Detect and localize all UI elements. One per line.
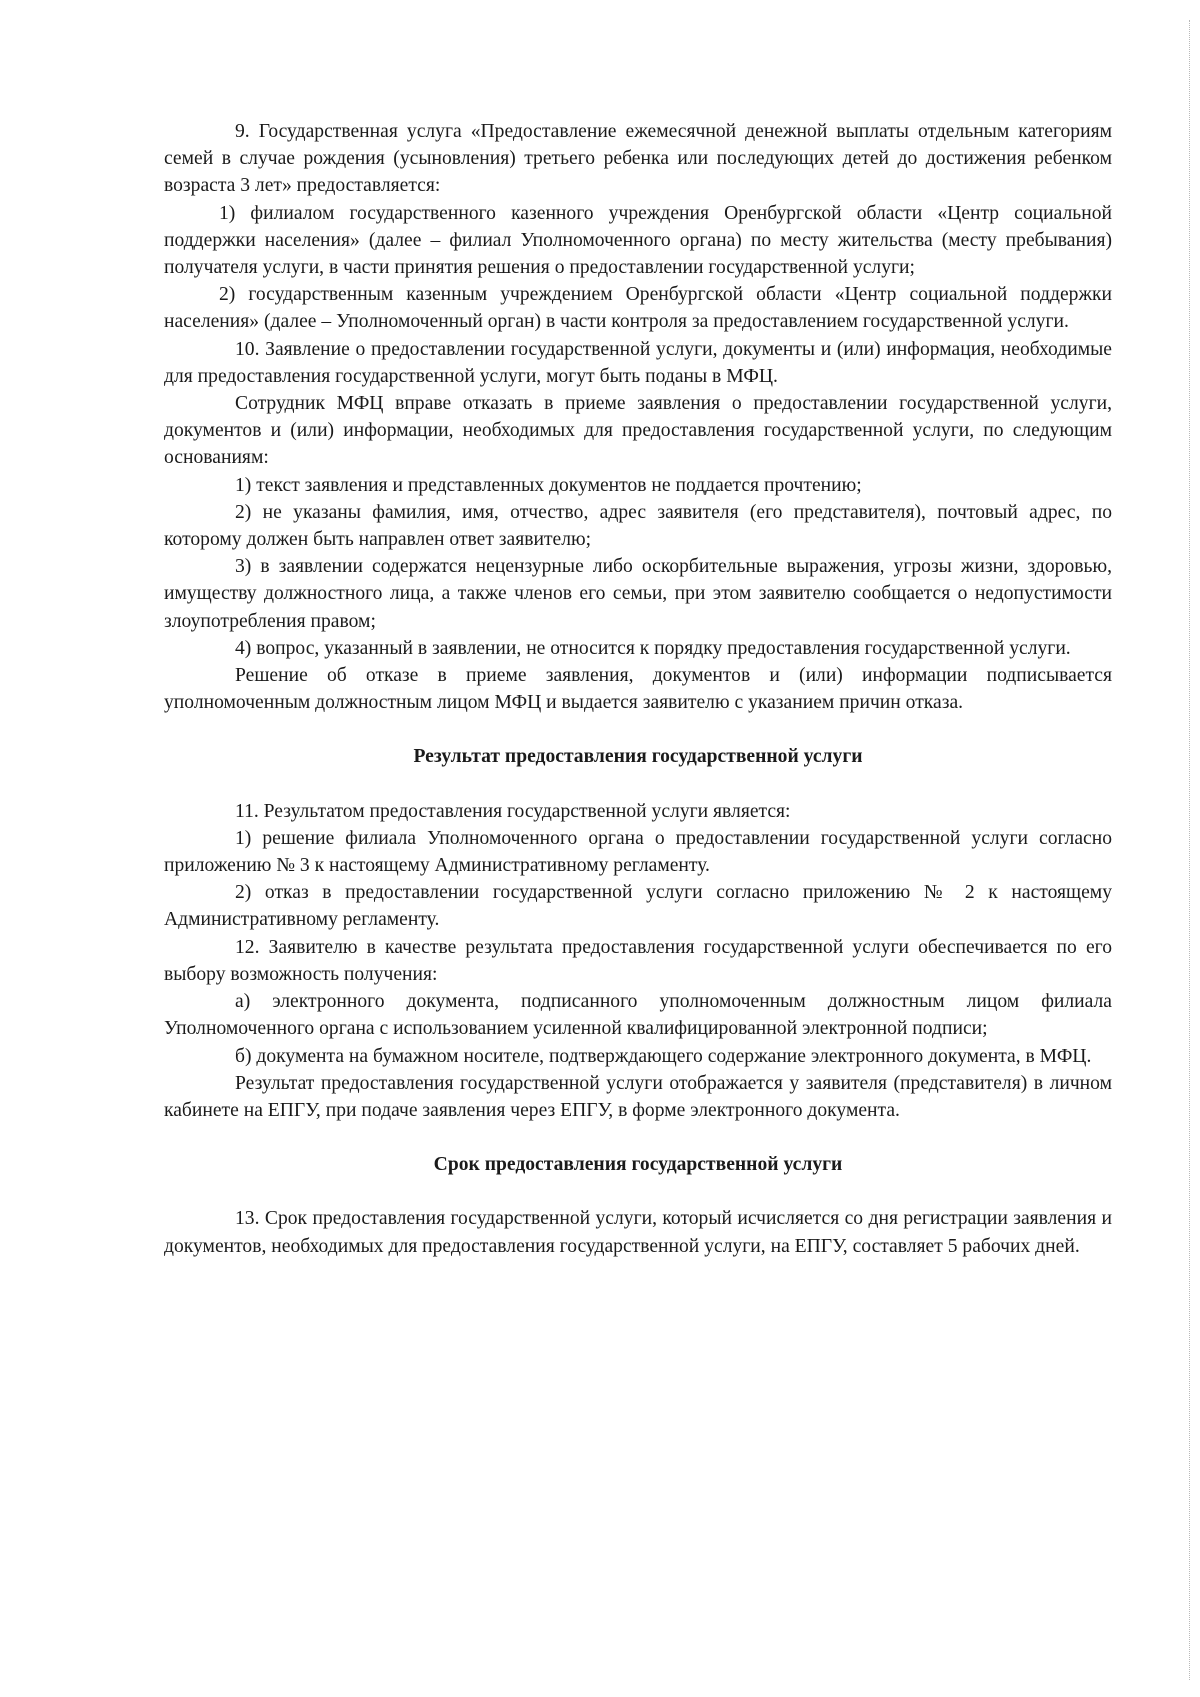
refusal-ground-3: 3) в заявлении содержатся нецензурные либо оскорбительные выражения, угрозы жизни, здоровью, имуществу должностного лица, а также членов его семьи, при этом заявителю сообщается о недопустимости злоупотребления правом;	[164, 556, 1112, 632]
paragraph-10: 10. Заявление о предоставлении государственной услуги, документы и (или) информация, необходимые для предоставления государственной услуги, могут быть поданы в МФЦ.	[164, 338, 1112, 387]
paragraph-9: 9. Государственная услуга «Предоставление ежемесячной денежной выплаты отдельным категориям семей в случае рождения (усыновления) третьего ребенка или последующих детей до достижения ребенком возраста 3 лет» предоставляется:	[164, 121, 1112, 197]
section-heading-term: Срок предоставления государственной услуги	[433, 1154, 843, 1176]
refusal-ground-1: 1) текст заявления и представленных документов не поддается прочтению;	[235, 474, 862, 496]
paragraph-13: 13. Срок предоставления государственной услуги, который исчисляется со дня регистрации заявления и документов, необходимых для предоставления государственной услуги, на ЕПГУ, составляет 5 рабочих дней.	[164, 1208, 1112, 1257]
paragraph-11: 11. Результатом предоставления государственной услуги является:	[235, 800, 791, 822]
paragraph-refusal-decision: Решение об отказе в приеме заявления, документов и (или) информации подписывается уполномоченным должностным лицом МФЦ и выдается заявителю с указанием причин отказа.	[164, 665, 1112, 714]
paragraph-11-item-1: 1) решение филиала Уполномоченного органа о предоставлении государственной услуги согласно приложению № 3 к настоящему Административному регламенту.	[164, 827, 1112, 877]
refusal-ground-2: 2) не указаны фамилия, имя, отчество, адрес заявителя (его представителя), почтовый адрес, по которому должен быть направлен ответ заявителю;	[164, 501, 1112, 551]
paragraph-result-display: Результат предоставления государственной услуги отображается у заявителя (представителя) в личном кабинете на ЕПГУ, при подаче заявления через ЕПГУ, в форме электронного документа.	[164, 1072, 1112, 1121]
paragraph-12-item-a: а) электронного документа, подписанного уполномоченным должностным лицом филиала Уполномоченного органа с использованием усиленной квалифицированной электронной подписи;	[164, 991, 1112, 1040]
paragraph-refusal-grounds: Сотрудник МФЦ вправе отказать в приеме заявления о предоставлении государственной услуги, документов и (или) информации, необходимых для предоставления государственной услуги, по следующим основаниям:	[164, 393, 1112, 469]
paragraph-9-item-1: 1) филиалом государственного казенного учреждения Оренбургской области «Центр социальной поддержки населения» (далее – филиал Уполномоченного органа) по месту жительства (месту пребывания) получателя услуги, в части принятия решения о предоставлении государственной услуги;	[164, 202, 1112, 279]
section-heading-result: Результат предоставления государственной услуги	[413, 746, 863, 768]
document-page	[164, 118, 1112, 1260]
paragraph-11-item-2: 2) отказ в предоставлении государственной услуги согласно приложению № 2 к настоящему Административному регламенту.	[164, 882, 1112, 931]
scan-edge-line	[1189, 20, 1190, 1680]
paragraph-12-item-b: б) документа на бумажном носителе, подтверждающего содержание электронного документа, в МФЦ.	[235, 1045, 1092, 1067]
paragraph-12: 12. Заявителю в качестве результата предоставления государственной услуги обеспечивается по его выбору возможность получения:	[164, 936, 1112, 985]
paragraph-9-item-2: 2) государственным казенным учреждением Оренбургской области «Центр социальной поддержки населения» (далее – Уполномоченный орган) в части контроля за предоставлением государственной услуги.	[164, 284, 1112, 333]
refusal-ground-4: 4) вопрос, указанный в заявлении, не относится к порядку предоставления государственной услуги.	[235, 637, 1071, 659]
